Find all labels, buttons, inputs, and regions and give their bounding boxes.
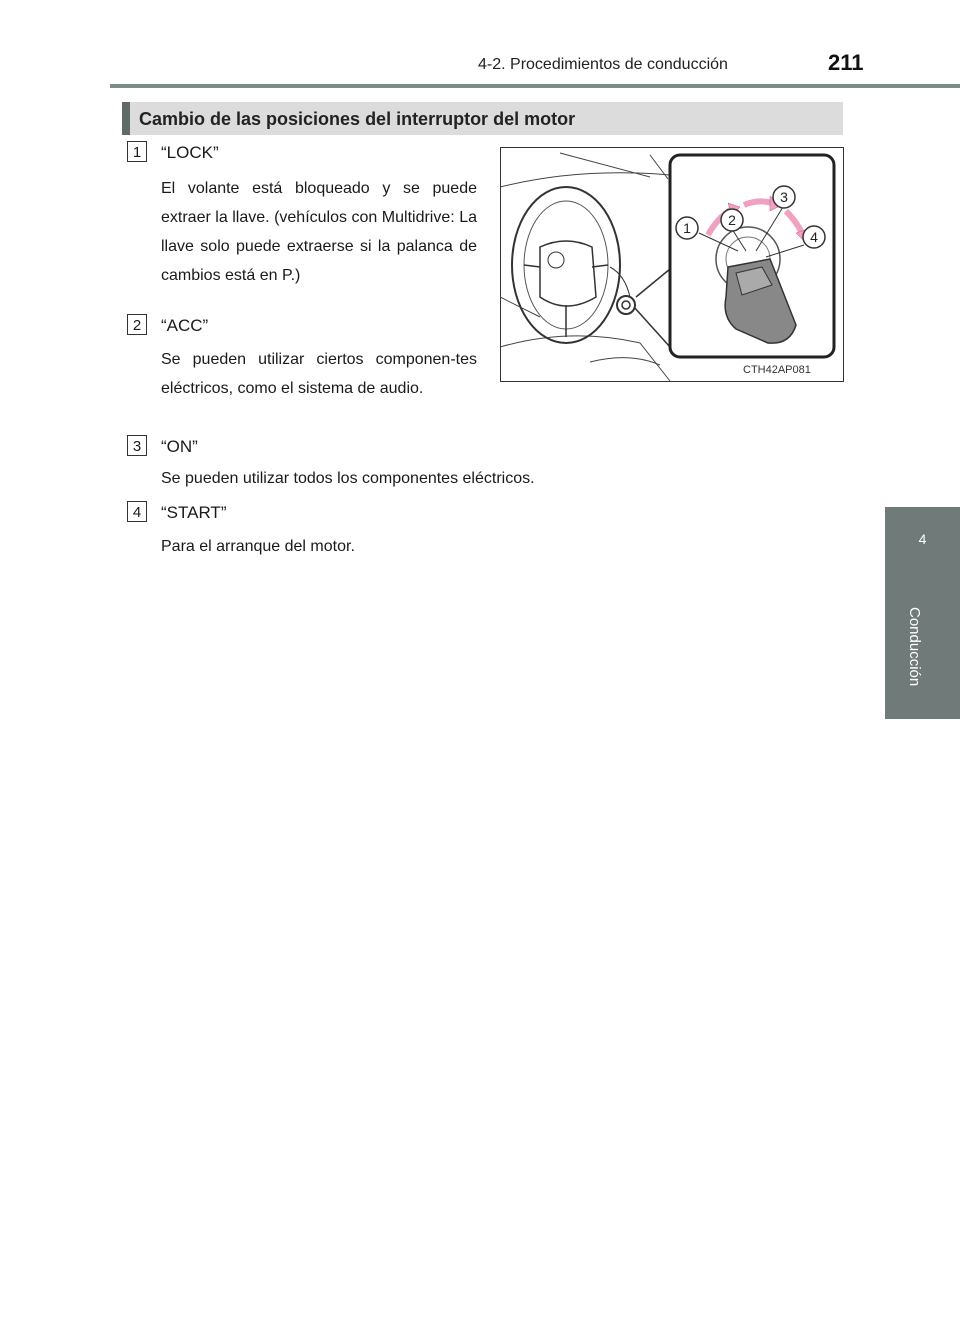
item-title: “LOCK” [161, 143, 219, 162]
item-description: Se pueden utilizar ciertos componen-tes eléctricos, como el sistema de audio. [161, 351, 477, 397]
item-title: “START” [161, 503, 227, 522]
item-description: Para el arranque del motor. [161, 538, 355, 555]
chapter-number: 4 [918, 531, 927, 547]
header-rule [110, 84, 960, 88]
item-number-box: 2 [127, 314, 147, 335]
item-number-box: 4 [127, 501, 147, 522]
running-header-section: 4-2. Procedimientos de conducción [478, 56, 728, 73]
callout-2: 2 [728, 212, 736, 228]
callout-1: 1 [683, 220, 691, 236]
chapter-label: Conducción [906, 607, 923, 687]
section-heading [122, 102, 843, 135]
item-title: “ON” [161, 437, 198, 456]
section-title: Cambio de las posiciones del interruptor del motor [139, 109, 576, 129]
ignition-illustration-drawing [500, 147, 844, 382]
item-number-box: 3 [127, 435, 147, 456]
item-title: “ACC” [161, 316, 209, 335]
ignition-illustration [500, 147, 844, 382]
section-heading-accent [122, 102, 130, 135]
figure-caption: CTH42AP081 [743, 364, 811, 376]
page-number: 211 [828, 50, 864, 75]
callout-3: 3 [780, 189, 788, 205]
item-description: El volante está bloqueado y se puede extraer la llave. (vehículos con Multidrive: La llave solo puede extraerse si la palanca de cambios está en P.) [161, 180, 477, 284]
item-number-box: 1 [127, 141, 147, 162]
chapter-tab [885, 507, 960, 719]
callout-4: 4 [810, 229, 818, 245]
item-description: Se pueden utilizar todos los componentes eléctricos. [161, 470, 535, 487]
